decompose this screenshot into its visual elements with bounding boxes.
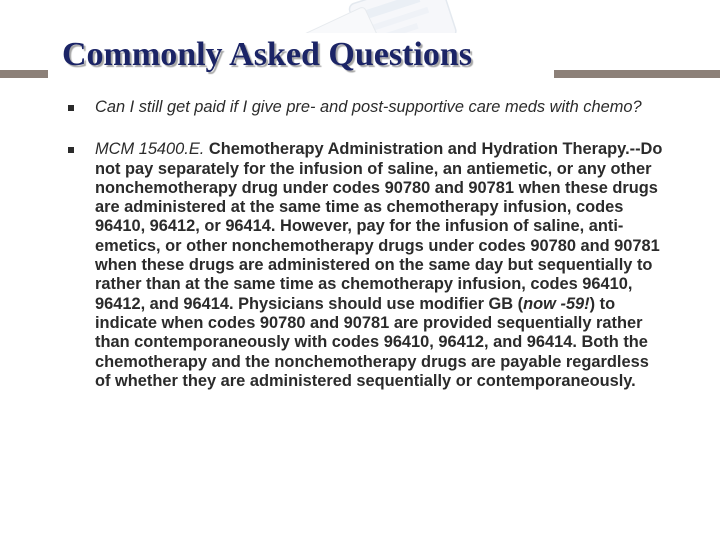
question-text: Can I still get paid if I give pre- and post-supportive care meds with chemo? [95,98,642,116]
answer-note: now -59! [523,294,590,313]
bullet-question [68,98,668,117]
bullet-answer [68,140,668,391]
bullet-list [68,98,668,391]
bullet-square-icon [68,105,74,111]
bullet-square-icon [68,147,74,153]
answer-text-part2: ) to indicate when codes 90780 and 90781 are provided sequentially rather than contemporaneously with codes 96410, 96412, and 96414. Both the chemotherapy and the nonchemotherapy drugs are payable regardless of whether they are administered sequentially or contemporaneously. [95,294,649,390]
answer-text-part1: Chemotherapy Administration and Hydration Therapy.--Do not pay separately for the infusion of saline, an antiemetic, or any other nonchemotherapy drug under codes 90780 and 90781 when these drugs are administered at the same time as chemotherapy infusion, codes 96410, 96412, or 96414. However, pay for the infusion of saline, anti-emetics, or other nonchemotherapy drugs under codes 90780 and 90781 when these drugs are administered on the same day but sequentially to rather than at the same time as chemotherapy infusion, codes 96410, 96412, and 96414. Physicians should use modifier GB ( [95,140,663,313]
answer-citation: MCM 15400.E. [95,140,205,159]
slide-title: Commonly Asked Questions [62,36,472,73]
